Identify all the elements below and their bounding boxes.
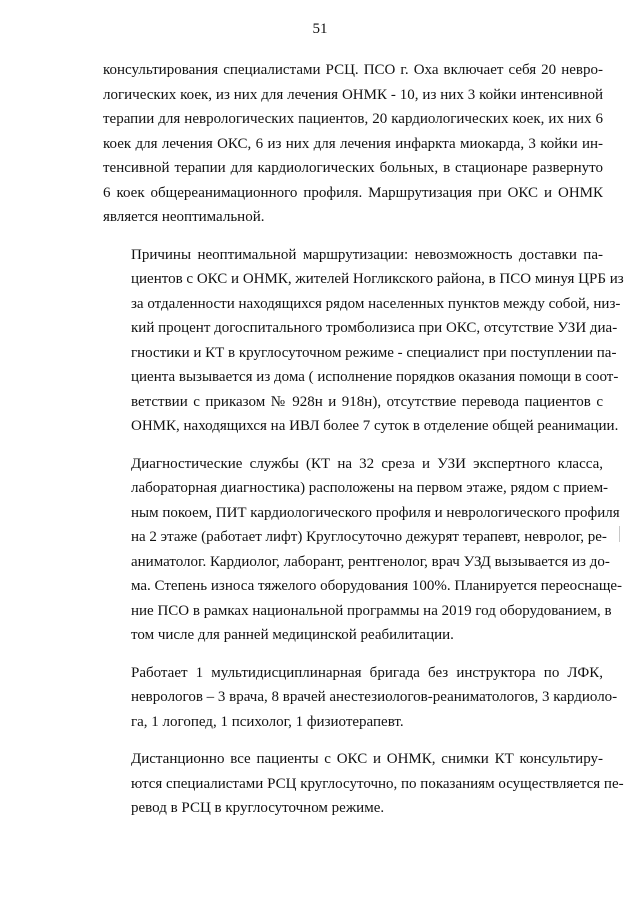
text-line: тенсивной терапии для кардиологических больных, в стационаре развернуто (103, 160, 603, 176)
paragraph-5 (103, 747, 624, 821)
text-line: ветствии с приказом № 928н и 918н), отсутствие перевода пациентов с (131, 393, 603, 410)
text-line: циентов с ОКС и ОНМК, жителей Ногликского района, в ПСО минуя ЦРБ из (131, 271, 624, 287)
text-line: Работает 1 мультидисциплинарная бригада без инструктора по ЛФК, (131, 664, 603, 681)
text-line: логических коек, из них для лечения ОНМК - 10, из них 3 койки интенсивной (103, 86, 603, 103)
text-line: терапии для неврологических пациентов, 20 кардиологических коек, их них 6 (103, 111, 603, 127)
text-line: является неоптимальной. (103, 209, 265, 225)
text-line: 6 коек общереанимационного профиля. Маршрутизация при ОКС и ОНМК (103, 184, 603, 201)
text-line: циента вызывается из дома ( исполнение порядков оказания помощи в соот- (131, 369, 619, 385)
body-text (103, 58, 624, 834)
paragraph-1 (103, 58, 603, 230)
text-line: Дистанционно все пациенты с ОКС и ОНМК, снимки КТ консультиру- (131, 751, 603, 767)
text-line: неврологов – 3 врача, 8 врачей анестезиологов-реаниматологов, 3 кардиоло- (131, 689, 618, 705)
text-line: ревод в РСЦ в круглосуточном режиме. (131, 800, 385, 816)
text-line: ются специалистами РСЦ круглосуточно, по показаниям осуществляется пе- (131, 775, 624, 792)
paragraph-4 (103, 661, 618, 735)
text-line: ным покоем, ПИТ кардиологического профиля и неврологического профиля (131, 504, 620, 521)
text-line: консультирования специалистами РСЦ. ПСО г. Оха включает себя 20 невро- (103, 62, 603, 78)
text-line: лабораторная диагностика) расположены на первом этаже, рядом с прием- (131, 480, 609, 496)
text-line: Диагностические службы (КТ на 32 среза и УЗИ экспертного класса, (131, 455, 603, 472)
text-line: га, 1 логопед, 1 психолог, 1 физиотерапевт. (131, 713, 404, 730)
text-line: том числе для ранней медицинской реабилитации. (131, 627, 454, 643)
page-number: 51 (312, 21, 328, 37)
text-line: гностики и КТ в круглосуточном режиме - специалист при поступлении па- (131, 344, 617, 361)
paragraph-2 (103, 243, 624, 439)
text-line: за отдаленности находящихся рядом населенных пунктов между собой, низ- (131, 295, 621, 312)
text-line: ОНМК, находящихся на ИВЛ более 7 суток в отделение общей реанимации. (131, 418, 619, 434)
text-line: коек для лечения ОКС, 6 из них для лечения инфаркта миокарда, 3 койки ин- (103, 135, 603, 152)
text-line: ма. Степень износа тяжелого оборудования 100%. Планируется переоснаще- (131, 578, 623, 594)
text-line: кий процент догоспитального тромболизиса при ОКС, отсутствие УЗИ диа- (131, 320, 618, 336)
text-line: Причины неоптимальной маршрутизации: невозможность доставки па- (131, 246, 603, 263)
paragraph-3 (103, 452, 623, 648)
text-line: ние ПСО в рамках национальной программы на 2019 год оборудованием, в (131, 602, 612, 619)
text-line: на 2 этаже (работает лифт) Круглосуточно дежурят терапевт, невролог, ре- (131, 529, 607, 545)
scan-mark (619, 526, 620, 542)
text-line: аниматолог. Кардиолог, лаборант, рентгенолог, врач УЗД вызывается из до- (131, 553, 610, 570)
